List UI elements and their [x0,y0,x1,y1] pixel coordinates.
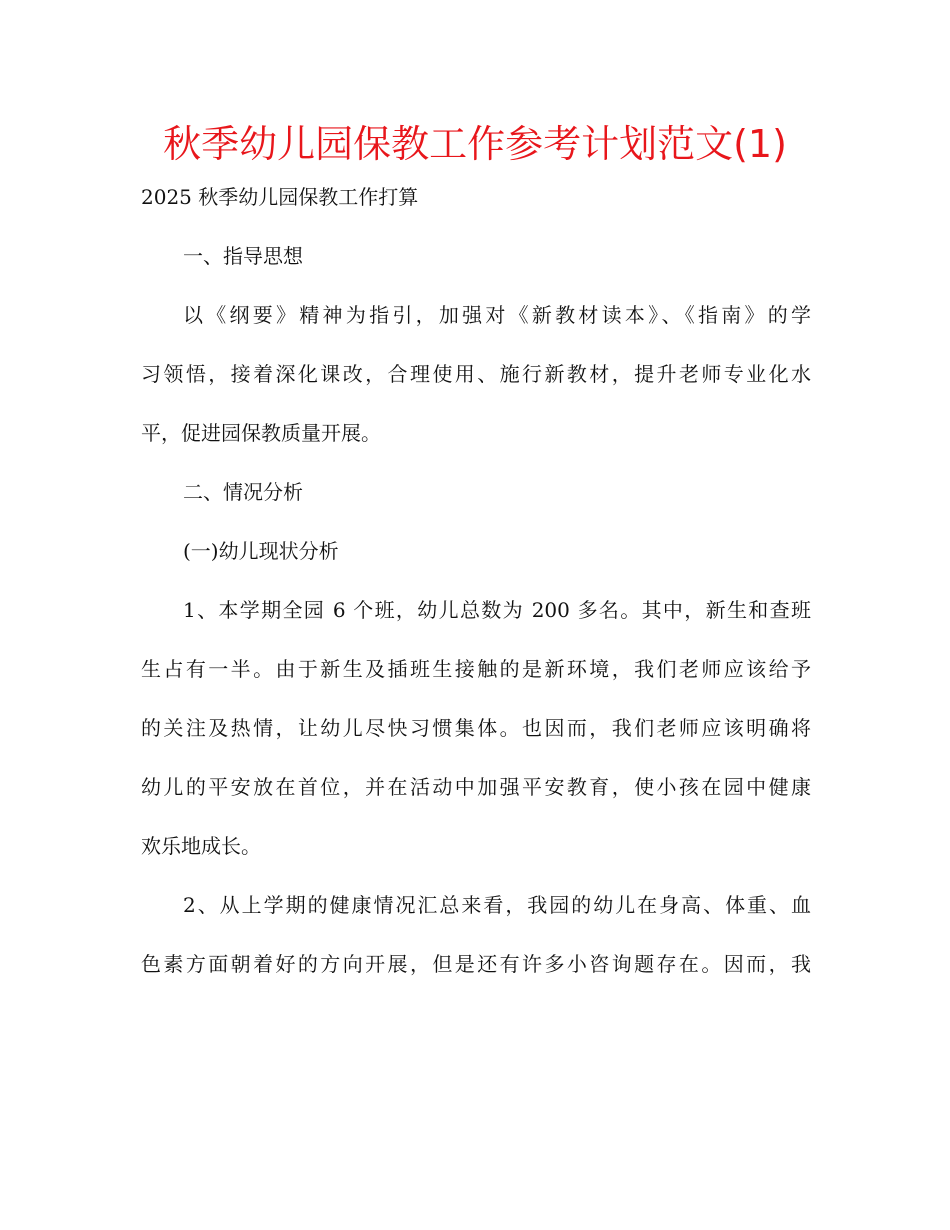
paragraph-line: 平，促进园保教质量开展。 [141,421,381,445]
subtitle-line: 2025 秋季幼儿园保教工作打算 [141,185,419,209]
document-body [141,168,811,994]
paragraph-line: 生占有一半。由于新生及插班生接触的是新环境，我们老师应该给予 [141,657,811,681]
paragraph-line: 欢乐地成长。 [141,834,261,858]
paragraph-line: 习领悟，接着深化课改，合理使用、施行新教材，提升老师专业化水 [141,362,811,386]
paragraph-line: 色素方面朝着好的方向开展，但是还有许多小咨询题存在。因而，我 [141,952,811,976]
paragraph-line: 幼儿的平安放在首位，并在活动中加强平安教育，使小孩在园中健康 [141,775,811,799]
section-heading: 一、指导思想 [183,244,303,268]
paragraph-line: 2、从上学期的健康情况汇总来看，我园的幼儿在身高、体重、血 [183,893,811,917]
paragraph-line: 以《纲要》精神为指引，加强对《新教材读本》、《指南》的学 [183,303,811,327]
paragraph-line: 1、本学期全园 6 个班，幼儿总数为 200 多名。其中，新生和查班 [183,598,811,622]
paragraph-line: 的关注及热情，让幼儿尽快习惯集体。也因而，我们老师应该明确将 [141,716,811,740]
section-heading: 二、情况分析 [183,480,303,504]
document-title: 秋季幼儿园保教工作参考计划范文(1) [163,122,787,166]
subsection-heading: (一)幼儿现状分析 [183,539,339,563]
